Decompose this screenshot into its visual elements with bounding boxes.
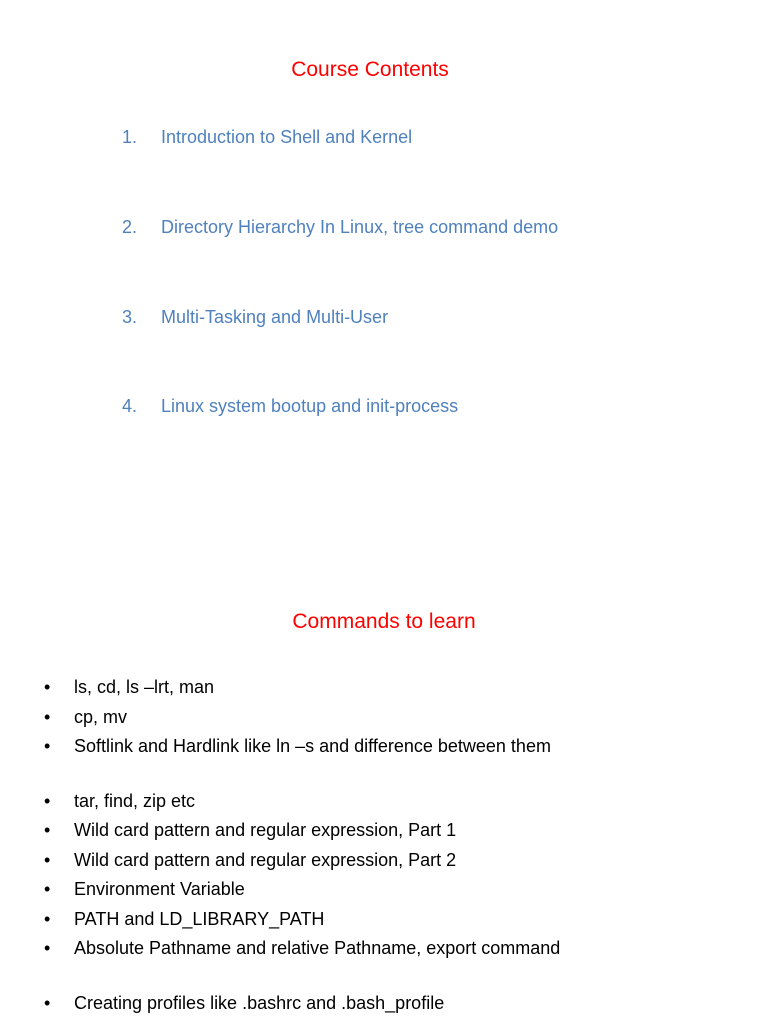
item-number: 4. <box>122 396 138 416</box>
item-number: 1. <box>122 127 138 147</box>
bullet-icon: • <box>44 850 51 870</box>
command-text: Wild card pattern and regular expression, Part 2 <box>74 850 457 870</box>
command-text: ls, cd, ls –lrt, man <box>74 677 215 697</box>
item-text: Directory Hierarchy In Linux, tree command demo <box>161 217 559 237</box>
command-item <box>44 848 564 873</box>
bullet-icon: • <box>44 820 51 840</box>
course-contents-item <box>122 216 558 238</box>
bullet-icon: • <box>44 993 51 1013</box>
item-text: Linux system bootup and init-process <box>161 396 459 416</box>
bullet-icon: • <box>44 677 51 697</box>
course-contents-title: Course Contents <box>291 58 449 81</box>
command-item <box>44 705 564 730</box>
command-item <box>44 877 564 902</box>
command-item <box>44 734 564 759</box>
command-text: Absolute Pathname and relative Pathname, export command <box>74 938 561 958</box>
bullet-icon: • <box>44 736 51 756</box>
command-item <box>44 936 564 961</box>
command-text: PATH and LD_LIBRARY_PATH <box>74 909 325 929</box>
command-text: Environment Variable <box>74 879 245 899</box>
command-item <box>44 789 564 814</box>
bullet-icon: • <box>44 938 51 958</box>
bullet-icon: • <box>44 879 51 899</box>
item-number: 3. <box>122 307 138 327</box>
command-text: Creating profiles like .bashrc and .bash_profile <box>74 993 445 1013</box>
command-item <box>44 818 564 843</box>
command-text: tar, find, zip etc <box>74 791 196 811</box>
command-text: cp, mv <box>74 707 128 727</box>
item-text: Introduction to Shell and Kernel <box>161 127 413 147</box>
course-contents-item <box>122 306 388 328</box>
command-item <box>44 907 564 932</box>
bullet-icon: • <box>44 791 51 811</box>
bullet-icon: • <box>44 909 51 929</box>
command-item <box>44 675 564 700</box>
course-contents-item <box>122 126 412 148</box>
commands-to-learn-title: Commands to learn <box>292 610 476 633</box>
bullet-icon: • <box>44 707 51 727</box>
item-text: Multi-Tasking and Multi-User <box>161 307 389 327</box>
command-text: Softlink and Hardlink like ln –s and difference between them <box>74 736 551 756</box>
item-number: 2. <box>122 217 138 237</box>
course-contents-item <box>122 395 458 417</box>
command-text: Wild card pattern and regular expression, Part 1 <box>74 820 457 840</box>
command-item <box>44 991 564 1016</box>
